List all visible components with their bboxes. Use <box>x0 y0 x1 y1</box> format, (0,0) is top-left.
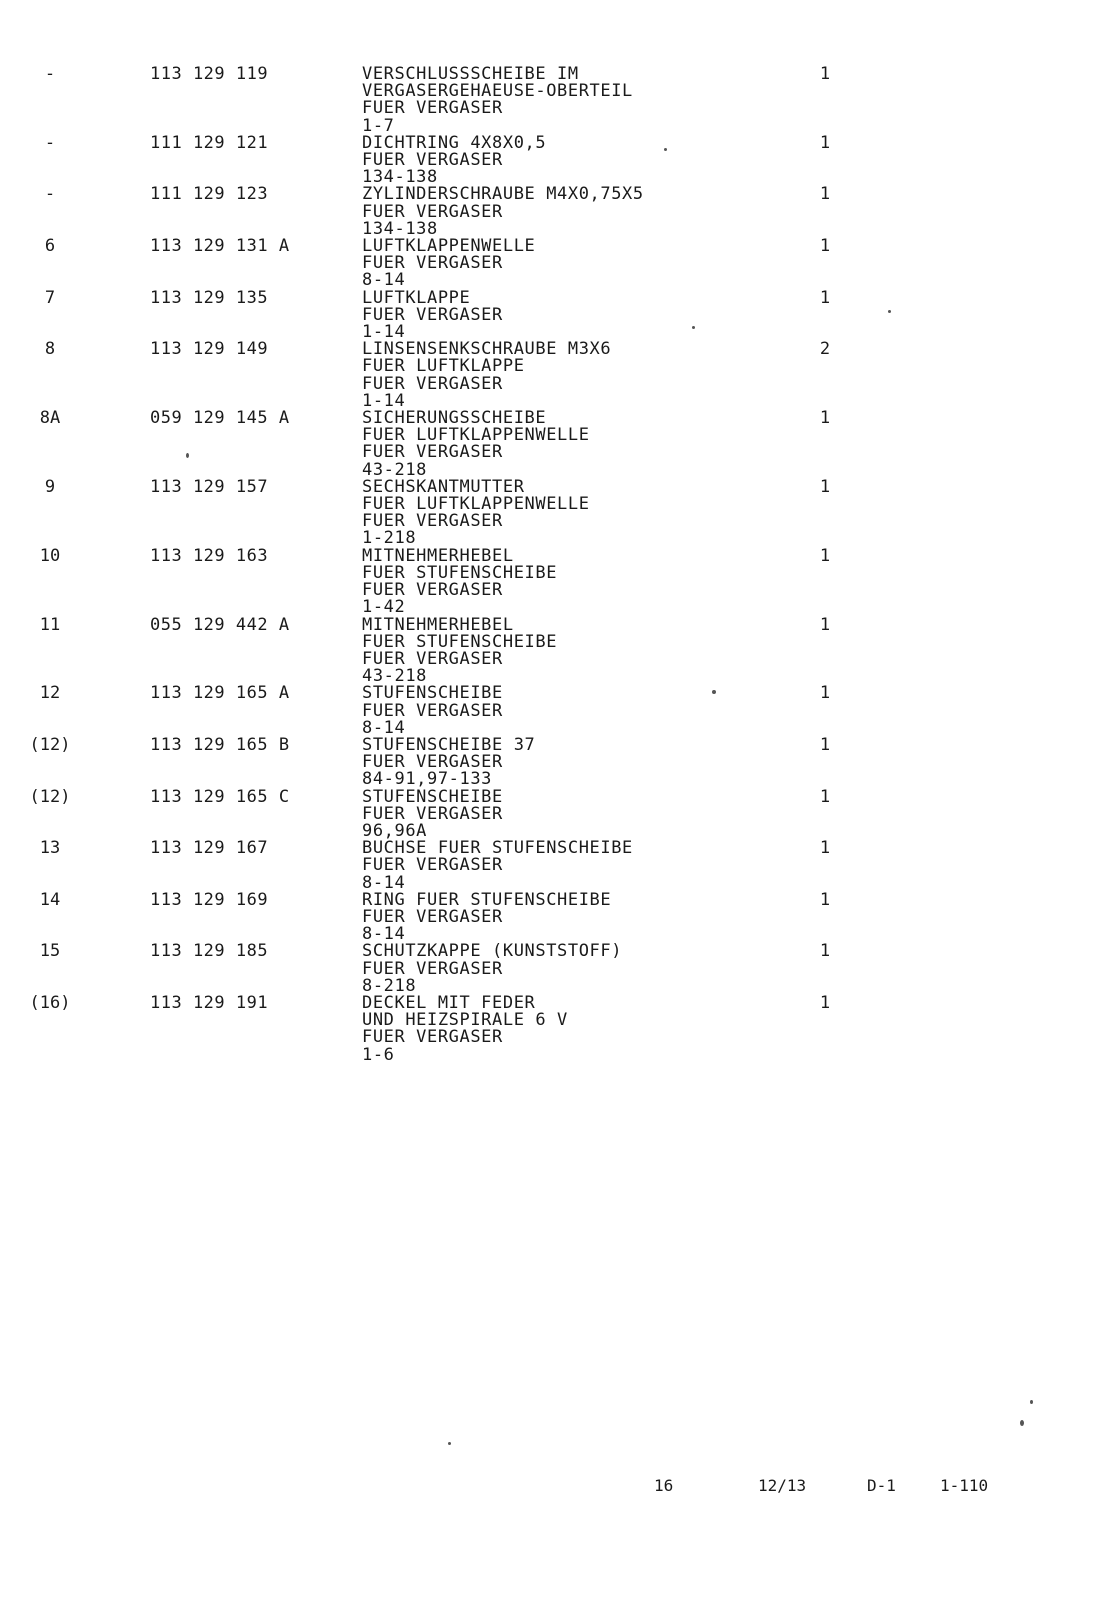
description-line: FUER VERGASER <box>362 648 503 669</box>
description-line: 1-7 <box>362 115 395 136</box>
quantity: 1 <box>819 838 831 859</box>
part-number: 113 129 191 <box>150 992 269 1013</box>
description-line: STUFENSCHEIBE 37 <box>362 734 536 755</box>
description-line: DECKEL MIT FEDER <box>362 992 536 1013</box>
description-line: FUER VERGASER <box>362 442 503 463</box>
part-number: 055 129 442 A <box>150 614 290 635</box>
quantity: 1 <box>819 184 831 205</box>
quantity: 1 <box>819 236 831 257</box>
description-line: FUER VERGASER <box>362 700 503 721</box>
part-description <box>362 66 782 135</box>
description-line: 96,96A <box>362 820 428 841</box>
description-line: LUFTKLAPPE <box>362 287 471 308</box>
description-line: 8-14 <box>362 872 406 893</box>
footer-date: 12/13 <box>758 1476 807 1495</box>
quantity: 1 <box>819 614 831 635</box>
part-description <box>362 238 782 290</box>
part-description <box>362 341 782 410</box>
description-line: DICHTRING 4X8X0,5 <box>362 132 547 153</box>
description-line: MITNEHMERHEBEL <box>362 614 514 635</box>
parts-row <box>0 476 1118 549</box>
description-line: FUER LUFTKLAPPENWELLE <box>362 494 590 515</box>
description-line: 43-218 <box>362 459 428 480</box>
part-number: 113 129 135 <box>150 287 269 308</box>
description-line: FUER VERGASER <box>362 253 503 274</box>
position-number: 11 <box>39 614 61 635</box>
position-number: (12) <box>29 734 71 755</box>
part-number: 113 129 131 A <box>150 236 290 257</box>
description-line: SCHUTZKAPPE (KUNSTSTOFF) <box>362 941 623 962</box>
position-number: 7 <box>44 287 56 308</box>
description-line: UND HEIZSPIRALE 6 V <box>362 1010 568 1031</box>
part-number: 113 129 165 B <box>150 734 290 755</box>
description-line: FUER VERGASER <box>362 98 503 119</box>
position-number: 8 <box>44 339 56 360</box>
parts-row <box>0 238 1118 290</box>
part-description <box>362 545 782 618</box>
description-line: FUER VERGASER <box>362 855 503 876</box>
quantity: 1 <box>819 132 831 153</box>
parts-row <box>0 685 1118 737</box>
description-line: ZYLINDERSCHRAUBE M4X0,75X5 <box>362 184 644 205</box>
description-line: FUER VERGASER <box>362 958 503 979</box>
description-line: FUER VERGASER <box>362 373 503 394</box>
description-line: 134-138 <box>362 167 438 188</box>
position-number: 6 <box>44 236 56 257</box>
description-line: 1-14 <box>362 390 406 411</box>
parts-row <box>0 614 1118 687</box>
parts-row <box>0 786 1118 841</box>
footer-range: 1-110 <box>940 1476 989 1495</box>
position-number: 15 <box>39 941 61 962</box>
description-line: FUER VERGASER <box>362 304 503 325</box>
quantity: 1 <box>819 287 831 308</box>
scan-speck <box>888 310 891 313</box>
parts-row <box>0 840 1118 892</box>
description-line: FUER VERGASER <box>362 511 503 532</box>
footer-group-code: D-1 <box>867 1476 896 1495</box>
description-line: FUER LUFTKLAPPE <box>362 356 525 377</box>
parts-row <box>0 545 1118 618</box>
description-line: VERGASERGEHAEUSE-OBERTEIL <box>362 81 633 102</box>
quantity: 1 <box>819 889 831 910</box>
part-description <box>362 840 782 892</box>
quantity: 1 <box>819 408 831 429</box>
position-number: 14 <box>39 889 61 910</box>
description-line: 43-218 <box>362 666 428 687</box>
description-line: STUFENSCHEIBE <box>362 786 503 807</box>
position-number: 13 <box>39 838 61 859</box>
parts-row <box>0 186 1118 238</box>
position-number: - <box>44 132 56 153</box>
part-description <box>362 943 782 995</box>
quantity: 1 <box>819 545 831 566</box>
scan-speck <box>692 326 695 329</box>
part-description <box>362 476 782 549</box>
description-line: 1-14 <box>362 322 406 343</box>
description-line: LINSENSENKSCHRAUBE M3X6 <box>362 339 612 360</box>
parts-row <box>0 287 1118 343</box>
part-description <box>362 287 782 343</box>
parts-row <box>0 341 1118 410</box>
description-line: FUER VERGASER <box>362 752 503 773</box>
scan-speck <box>712 690 716 694</box>
description-line: FUER VERGASER <box>362 150 503 171</box>
description-line: 8-218 <box>362 975 417 996</box>
quantity: 1 <box>819 786 831 807</box>
part-description <box>362 786 782 841</box>
position-number: 9 <box>44 476 56 497</box>
description-line: SECHSKANTMUTTER <box>362 476 525 497</box>
part-description <box>362 685 782 737</box>
description-line: 8-14 <box>362 270 406 291</box>
part-number: 113 129 163 <box>150 545 269 566</box>
part-number: 059 129 145 A <box>150 408 290 429</box>
description-line: STUFENSCHEIBE <box>362 683 503 704</box>
description-line: FUER VERGASER <box>362 580 503 601</box>
description-line: VERSCHLUSSSCHEIBE IM <box>362 64 579 84</box>
quantity: 1 <box>819 941 831 962</box>
description-line: 134-138 <box>362 218 438 239</box>
part-number: 113 129 185 <box>150 941 269 962</box>
part-description <box>362 992 782 1065</box>
description-line: 1-42 <box>362 597 406 618</box>
position-number: (16) <box>29 992 71 1013</box>
quantity: 1 <box>819 683 831 704</box>
parts-row <box>0 889 1118 945</box>
description-line: 8-14 <box>362 924 406 945</box>
description-line: BUCHSE FUER STUFENSCHEIBE <box>362 838 633 859</box>
scan-speck <box>448 1442 451 1445</box>
part-number: 111 129 123 <box>150 184 269 205</box>
description-line: MITNEHMERHEBEL <box>362 545 514 566</box>
part-number: 113 129 149 <box>150 339 269 360</box>
part-number: 113 129 119 <box>150 64 269 84</box>
description-line: FUER VERGASER <box>362 201 503 222</box>
parts-row <box>0 132 1118 188</box>
part-number: 113 129 165 C <box>150 786 290 807</box>
description-line: 1-6 <box>362 1044 395 1065</box>
description-line: FUER VERGASER <box>362 906 503 927</box>
position-number: (12) <box>29 786 71 807</box>
description-line: 8-14 <box>362 717 406 738</box>
description-line: 84-91,97-133 <box>362 769 493 790</box>
quantity: 1 <box>819 64 831 84</box>
part-description <box>362 186 782 238</box>
quantity: 1 <box>819 476 831 497</box>
description-line: FUER STUFENSCHEIBE <box>362 631 558 652</box>
part-description <box>362 132 782 188</box>
position-number: 8A <box>39 408 61 429</box>
part-description <box>362 889 782 945</box>
part-number: 111 129 121 <box>150 132 269 153</box>
part-description <box>362 734 782 790</box>
quantity: 1 <box>819 734 831 755</box>
position-number: - <box>44 64 56 84</box>
scan-speck <box>664 148 667 151</box>
part-number: 113 129 169 <box>150 889 269 910</box>
part-description <box>362 614 782 687</box>
description-line: FUER VERGASER <box>362 803 503 824</box>
parts-row <box>0 943 1118 995</box>
parts-list <box>0 66 1118 1064</box>
description-line: LUFTKLAPPENWELLE <box>362 236 536 257</box>
part-number: 113 129 165 A <box>150 683 290 704</box>
description-line: SICHERUNGSSCHEIBE <box>362 408 547 429</box>
part-description <box>362 410 782 479</box>
part-number: 113 129 167 <box>150 838 269 859</box>
scan-speck <box>1030 1400 1033 1404</box>
footer-page-number: 16 <box>654 1476 674 1495</box>
quantity: 1 <box>819 992 831 1013</box>
scan-speck <box>1020 1420 1024 1426</box>
position-number: - <box>44 184 56 205</box>
description-line: RING FUER STUFENSCHEIBE <box>362 889 612 910</box>
position-number: 12 <box>39 683 61 704</box>
parts-row <box>0 992 1118 1065</box>
parts-row <box>0 66 1118 135</box>
parts-row <box>0 734 1118 790</box>
description-line: FUER LUFTKLAPPENWELLE <box>362 425 590 446</box>
description-line: FUER STUFENSCHEIBE <box>362 562 558 583</box>
part-number: 113 129 157 <box>150 476 269 497</box>
description-line: 1-218 <box>362 528 417 549</box>
scan-speck <box>186 453 189 458</box>
position-number: 10 <box>39 545 61 566</box>
quantity: 2 <box>819 339 831 360</box>
description-line: FUER VERGASER <box>362 1027 503 1048</box>
parts-row <box>0 410 1118 479</box>
